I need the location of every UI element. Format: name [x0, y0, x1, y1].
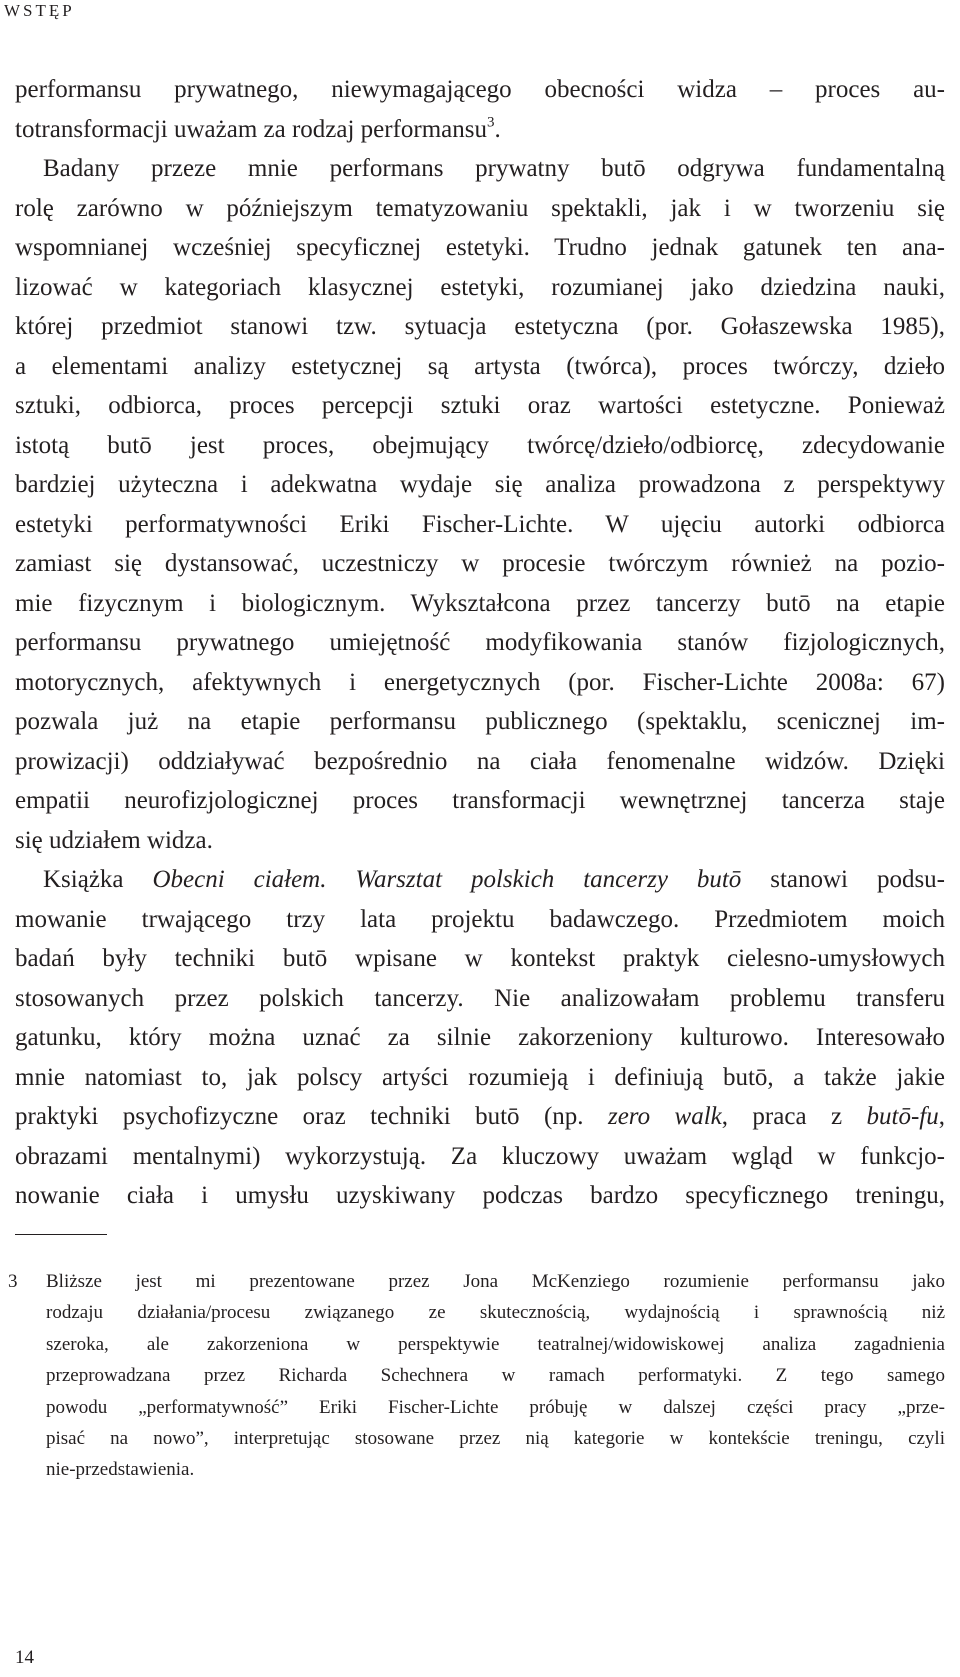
text-line: mowanie trwającego trzy lata projektu badawczego. Przedmiotem moich — [15, 905, 945, 933]
text-span: , praca z — [721, 1103, 867, 1130]
text-line: a elementami analizy estetycznej są artysta (twórca), proces twórczy, dzieło — [15, 352, 945, 380]
text-line: istotą butō jest proces, obejmujący twórcę/dzieło/odbiorcę, zdecydowanie — [15, 431, 945, 459]
text-line — [15, 1097, 945, 1137]
footnote-text — [46, 1266, 945, 1486]
text-line: lizować w kategoriach klasycznej estetyki, rozumianej jako dziedzina nauki, — [15, 273, 945, 301]
book-title: Obecni ciałem. Warsztat polskich tancerzy butō — [152, 866, 742, 893]
text-span: totransformacji uważam za rodzaj performansu — [15, 115, 488, 143]
text-span: , — [938, 1103, 945, 1130]
text-span: stanowi podsu- — [741, 866, 945, 893]
footnote-line: nie-przedstawienia. — [46, 1459, 195, 1481]
text-span: praktyki psychofizyczne oraz techniki butō (np. — [15, 1103, 608, 1130]
running-header: WSTĘP — [4, 1, 75, 20]
text-line: stosowanych przez polskich tancerzy. Nie analizowałam problemu transferu — [15, 984, 945, 1012]
footnote-line: szeroka, ale zakorzeniona w perspektywie teatralnej/widowiskowej analiza zagadnienia — [46, 1333, 945, 1355]
text-line — [15, 110, 945, 150]
text-line: performansu prywatnego, niewymagającego obecności widza – proces au- — [15, 76, 945, 103]
text-line: mnie natomiast to, jak polscy artyści rozumieją i definiują butō, a także jakie — [15, 1063, 945, 1091]
text-line: motorycznych, afektywnych i energetycznych (por. Fischer-Lichte 2008a: 67) — [15, 668, 945, 696]
text-line: zamiast się dystansować, uczestniczy w procesie twórczym również na pozio- — [15, 550, 945, 577]
text-line: performansu prywatnego umiejętność modyfikowania stanów fizjologicznych, — [15, 629, 945, 656]
text-line: empatii neurofizjologicznej proces transformacji wewnętrznej tancerza staje — [15, 787, 945, 814]
technique-term: butō-fu — [866, 1103, 939, 1130]
text-line: nowanie ciała i umysłu uzyskiwany podczas bardzo specyficznego treningu, — [15, 1182, 945, 1209]
text-line: się udziałem widza. — [15, 826, 213, 854]
text-span: . — [494, 115, 501, 143]
page-number: 14 — [15, 1647, 34, 1668]
paragraph-first-line: Badany przeze mnie performans prywatny butō odgrywa fundamentalną — [43, 155, 945, 182]
footnote-line: powodu „performatywność” Eriki Fischer-Lichte próbuję w dalszej części pracy „prze- — [46, 1396, 945, 1418]
text-span: Książka — [43, 866, 153, 893]
main-text — [15, 70, 945, 1216]
text-line: bardziej użyteczna i adekwatna wydaje się analiza prowadzona z perspektywy — [15, 471, 945, 498]
footnote-line: Bliższe jest mi prezentowane przez Jona McKenziego rozumienie performansu jako — [46, 1271, 945, 1292]
text-line: rolę zarówno w późniejszym tematyzowaniu spektakli, jak i w tworzeniu się — [15, 194, 945, 222]
footnote-line: przeprowadzana przez Richarda Schechnera w ramach performatyki. Z tego samego — [46, 1365, 945, 1387]
text-line: wspomnianej wcześniej specyficznej estetyki. Trudno jednak gatunek ten ana- — [15, 234, 945, 261]
text-line: sztuki, odbiorca, proces percepcji sztuki oraz wartości estetyczne. Ponieważ — [15, 392, 945, 419]
text-line: której przedmiot stanowi tzw. sytuacja estetyczna (por. Gołaszewska 1985), — [15, 313, 945, 340]
text-line: prowizacji) oddziaływać bezpośrednio na ciała fenomenalne widzów. Dzięki — [15, 747, 945, 775]
paragraph-first-line — [15, 860, 945, 900]
technique-term: zero walk — [607, 1103, 722, 1130]
footnote-line: pisać na nowo”, interpretując stosowane przez nią kategorie w kontekście treningu, czyli — [46, 1427, 945, 1449]
text-line: pozwala już na etapie performansu publicznego (spektaklu, scenicznej im- — [15, 708, 945, 735]
text-line: gatunku, który można uznać za silnie zakorzeniony kulturowo. Interesowało — [15, 1024, 945, 1051]
footnote-marker: 3 — [8, 1271, 18, 1292]
text-line: mie fizycznym i biologicznym. Wykształcona przez tancerzy butō na etapie — [15, 589, 945, 617]
footnote-line: rodzaju działania/procesu związanego ze skutecznością, wydajnością i sprawnością niż — [46, 1302, 945, 1324]
text-line: obrazami mentalnymi) wykorzystują. Za kluczowy uważam wgląd w funkcjo- — [15, 1142, 945, 1170]
footnote-reference[interactable]: 3 — [487, 114, 495, 130]
text-line: estetyki performatywności Eriki Fischer-Lichte. W ujęciu autorki odbiorca — [15, 510, 945, 538]
text-line: badań były techniki butō wpisane w kontekst praktyk cielesno-umysłowych — [15, 945, 945, 972]
footnote-separator — [15, 1234, 107, 1235]
